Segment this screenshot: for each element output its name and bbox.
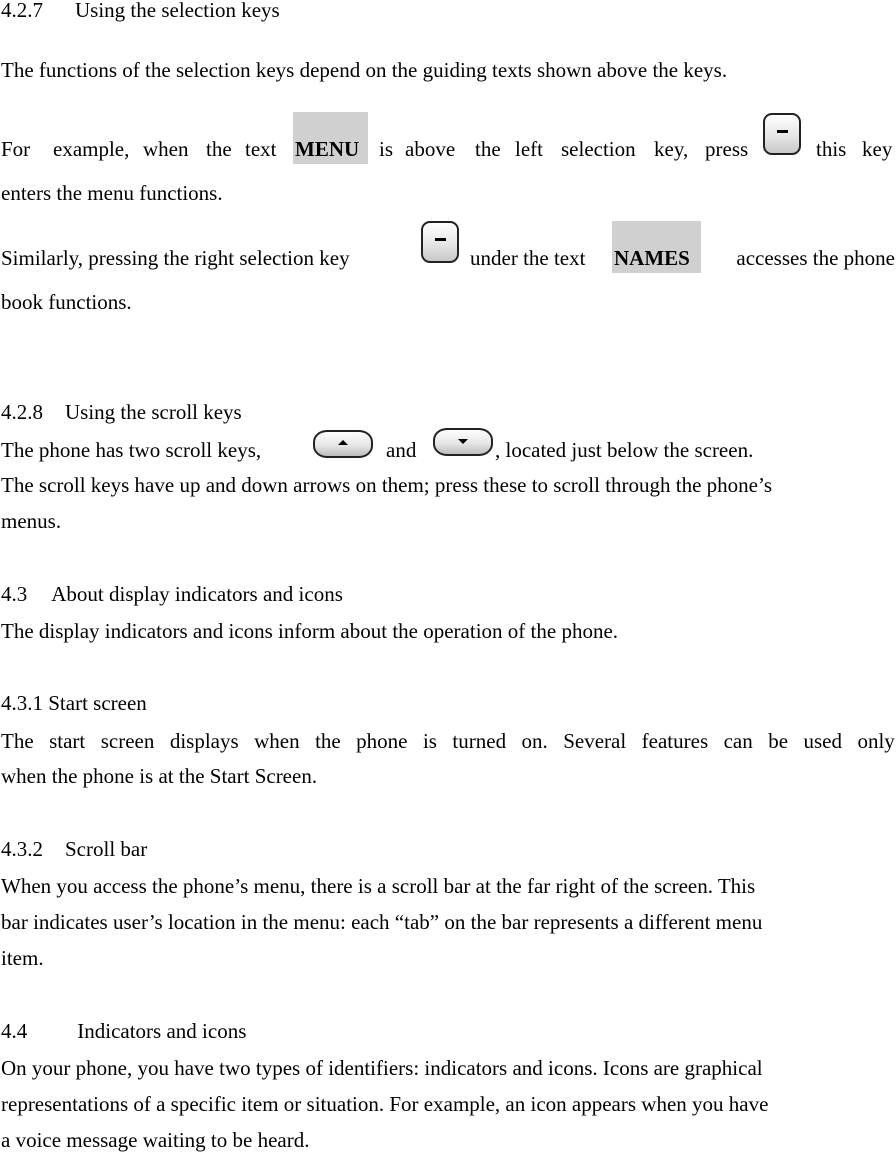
similarly-text-a: Similarly, pressing the right selection key xyxy=(1,246,350,270)
start-screen-word: screen xyxy=(100,729,155,753)
heading-4-2-7 xyxy=(1,0,280,22)
example-line-2: enters the menu functions. xyxy=(1,181,223,205)
scroll-para-line-1: The scroll keys have up and down arrows on them; press these to scroll through the phone’s xyxy=(1,473,773,497)
heading-4-4 xyxy=(1,1019,246,1043)
start-screen-word: used xyxy=(803,729,842,753)
display-indicators-text: The display indicators and icons inform about the operation of the phone. xyxy=(1,619,619,643)
scroll-bar-line-2: bar indicates user’s location in the menu: each “tab” on the bar represents a different menu xyxy=(1,910,763,934)
arrow-up-icon xyxy=(338,440,348,445)
start-screen-word: on. xyxy=(521,729,548,753)
selection-intro: The functions of the selection keys depend on the guiding texts shown above the keys. xyxy=(1,58,728,82)
example-word: is xyxy=(379,137,394,161)
scroll-text-b: , located just below the screen. xyxy=(495,438,754,462)
example-word: above xyxy=(405,137,456,161)
indicators-line-2: representations of a specific item or situation. For example, an icon appears when you have xyxy=(1,1092,769,1116)
start-screen-line-1 xyxy=(1,729,895,753)
names-label: NAMES xyxy=(614,246,690,270)
start-screen-word: features xyxy=(641,729,709,753)
heading-4-3-2 xyxy=(1,837,147,861)
similarly-text-c: accesses the phone xyxy=(736,246,895,270)
heading-title: Scroll bar xyxy=(65,837,148,861)
heading-title: Using the selection keys xyxy=(75,0,280,22)
heading-4-2-8 xyxy=(1,400,242,424)
scroll-para-line-2: menus. xyxy=(1,509,62,533)
heading-title: About display indicators and icons xyxy=(51,582,343,606)
heading-number: 4.2.8 xyxy=(1,400,43,424)
example-word: key, xyxy=(654,137,689,161)
start-screen-word: only xyxy=(857,729,895,753)
example-word: example, xyxy=(53,137,130,161)
scroll-text-and: and xyxy=(386,438,417,462)
menu-label: MENU xyxy=(295,137,360,161)
example-word: left xyxy=(515,137,543,161)
start-screen-word: turned xyxy=(452,729,507,753)
start-screen-word: can xyxy=(723,729,753,753)
start-screen-word: the xyxy=(315,729,341,753)
start-screen-word: start xyxy=(49,729,86,753)
start-screen-word: when xyxy=(254,729,300,753)
start-screen-word: is xyxy=(422,729,437,753)
example-word: selection xyxy=(561,137,636,161)
example-word: this xyxy=(816,137,847,161)
scroll-bar-line-1: When you access the phone’s menu, there is a scroll bar at the far right of the screen. This xyxy=(1,874,756,898)
start-screen-word: The xyxy=(1,729,34,753)
scroll-text-a: The phone has two scroll keys, xyxy=(1,438,262,462)
example-word: the xyxy=(206,137,232,161)
start-screen-word: be xyxy=(768,729,789,753)
heading-number: 4.3 xyxy=(1,582,28,606)
example-word: For xyxy=(1,137,31,161)
heading-title: Indicators and icons xyxy=(77,1019,247,1043)
indicators-line-1: On your phone, you have two types of identifiers: indicators and icons. Icons are graphical xyxy=(1,1056,763,1080)
left-selection-key-icon xyxy=(763,113,801,155)
scroll-down-key-icon xyxy=(433,428,493,456)
example-word: key xyxy=(862,137,893,161)
similarly-text-b: under the text xyxy=(470,246,586,270)
arrow-down-icon xyxy=(458,439,468,444)
right-selection-key-icon xyxy=(421,221,459,263)
example-word: text xyxy=(245,137,277,161)
similarly-line-2: book functions. xyxy=(1,290,132,314)
scroll-bar-line-3: item. xyxy=(1,946,44,970)
heading-4-3-1: 4.3.1 Start screen xyxy=(1,691,147,715)
indicators-line-3: a voice message waiting to be heard. xyxy=(1,1128,310,1152)
start-screen-word: phone xyxy=(356,729,408,753)
heading-title: Using the scroll keys xyxy=(65,400,242,424)
example-word: the xyxy=(475,137,501,161)
heading-number: 4.3.2 xyxy=(1,837,43,861)
start-screen-word: Several xyxy=(563,729,627,753)
start-screen-line-2: when the phone is at the Start Screen. xyxy=(1,764,318,788)
heading-number: 4.4 xyxy=(1,1019,28,1043)
heading-number: 4.2.7 xyxy=(1,0,43,22)
example-word: press xyxy=(705,137,749,161)
heading-4-3 xyxy=(1,582,343,606)
start-screen-word: displays xyxy=(169,729,239,753)
example-word: when xyxy=(143,137,189,161)
scroll-up-key-icon xyxy=(313,430,373,458)
